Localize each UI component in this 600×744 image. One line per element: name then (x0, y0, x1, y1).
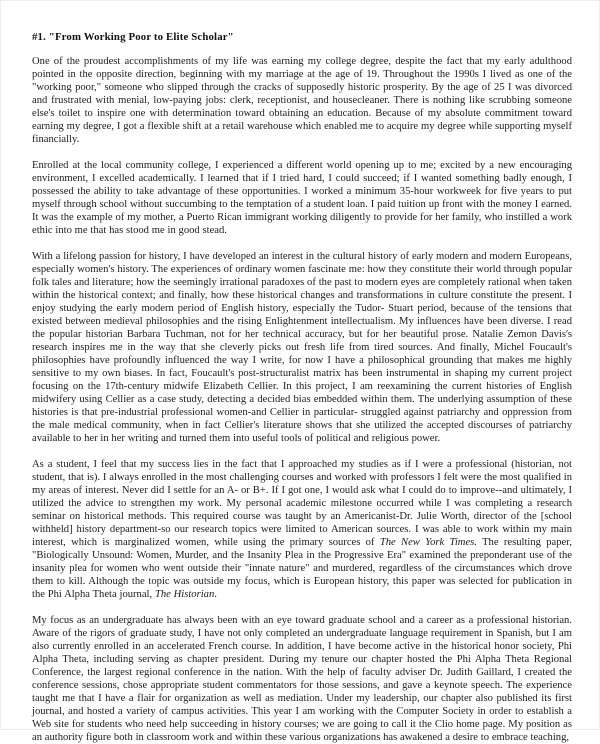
paragraph-text-run: With a lifelong passion for history, I have developed an interest in the cultural history of early modern and modern Europeans, especially women's history. The experiences of ordinary women fascinate me: how they constitute their world through popular folk tales and literature; how the seemingly irrational paradoxes of the past to modern eyes are completely rational when taken within the historical context; and finally, how these historical changes and transformations in culture constitute the present. I enjoy studying the early modern period of English history, especially the Tudor- Stuart period, because of the tensions that existed between medieval philosophies and the rising Enlightenment intellectualism. My influences have been diverse. I read the popular historian Barbara Tuchman, not for her technical accuracy, but for her beautiful prose. Natalie Zemon Davis's research inspires me in the way that she cleverly picks out fresh life from tired sources. And finally, Michel Foucault's philosophies have profoundly influenced the way I write, for now I have a philosophical grounding that makes me highly sensitive to my own biases. In fact, Foucault's post-structuralist matrix has been instrumental in shaping my current project focusing on the 17th-century midwife Elizabeth Cellier. In this project, I am reexamining the current histories of English midwifery using Cellier as a case study, detecting a decided bias embedded within them. The underlying assumption of these histories is that pre-industrial professional women-and Cellier in particular- struggled against patriarchy and oppression from the male medical community, when in fact Cellier's literature shows that she utilized the accepted discourses of patriarchy available to her in her writing and turned them into useful tools of political and religious power. (32, 250, 572, 445)
body-paragraph (32, 458, 572, 602)
paragraph-text-run: One of the proudest accomplishments of my life was earning my college degree, despite the fact that my early adulthood pointed in the opposite direction, beginning with my marriage at the age of 19. Throughout the 1990s I lived as one of the "working poor," someone who slipped through the cracks of supposedly historic prosperity. By the age of 25 I was divorced and frustrated with menial, low-paying jobs: clerk, receptionist, and housecleaner. There is nothing like scrubbing someone else's toilet to inspire one with determination toward obtaining an education. Because of my absolute commitment toward earning my degree, I got a flexible shift at a retail warehouse which enabled me to acquire my degree while supporting myself financially. (32, 56, 572, 146)
page-title: #1. "From Working Poor to Elite Scholar" (32, 31, 234, 43)
paragraph-container (32, 55, 572, 744)
paragraph-text-run: My focus as an undergraduate has always been with an eye toward graduate school and a career as a professional historian. Aware of the rigors of graduate study, I have not only completed an undergraduate language requirement in Spanish, but I am also currently enrolled in an accelerated French course. In addition, I have become active in the historical honor society, Phi Alpha Theta, including serving as chapter president. During my tenure our chapter hosted the Phi Alpha Theta Regional Conference, the largest regional conference in the nation. With the help of faculty adviser Dr. Judith Gaillard, I created the conference sessions, chose appropriate student commentators for those sessions, and gave a keynote speech. The experience taught me that I have a flair for organization as well as mediation. Under my leadership, our chapter also published its first journal, and hosted a variety of campus activities. This year I am working with the Computer Society in order to establish a Web site for students who need help succeeding in history courses; we are going to call it the Clio home page. My position as an authority figure both in classroom work and within these various organizations has awakened a desire to embrace teaching, (32, 614, 572, 744)
paragraph-text-run: The resulting paper, "Biologically Unsound: Women, Murder, and the Insanity Plea in the Progressive Era" examined the preponderant use of the insanity plea for women who went outside their "innate nature" and murdered, regardless of the circumstances which drove them to kill. Although the topic was outside my focus, which is European history, this paper was selected for publication in the Phi Alpha Theta journal, (32, 537, 573, 601)
body-paragraph (32, 250, 572, 446)
italic-title-text: The New York Times. (379, 537, 477, 549)
paragraph-text-run: . (214, 589, 217, 601)
body-paragraph (32, 55, 572, 146)
body-paragraph (32, 159, 572, 237)
paragraph-text-run: As a student, I feel that my success lies in the fact that I approached my studies as if I were a professional (historian, not student, that is). I always enrolled in the most challenging courses and worked with professors I felt were the most qualified in my areas of interest. Never did I settle for an A- or B+. If I got one, I would ask what I could do to improve--and ultimately, I utilized the advice to strengthen my work. My personal academic milestone occurred while I was completing a research seminar on historical methods. This required course was taught by an Americanist-Dr. Julie Worth, director of the [school withheld] history department-so our research topics were limited to American sources. I was able to work within my main interest, which is marginalized women, while using the primary sources of (32, 458, 572, 549)
italic-title-text: The Historian (154, 589, 215, 601)
body-paragraph (32, 614, 572, 744)
document-text-body (32, 31, 572, 744)
paragraph-text-run: Enrolled at the local community college, I experienced a different world opening up to me; excited by a new encouraging environment, I excelled academically. I learned that if I tried hard, I could succeed; if I wanted something badly enough, I possessed the ability to take advantage of these opportunities. I worked a minimum 35-hour workweek for five years to put myself through school without succumbing to the temptation of a student loan. I paid tuition up front with the money I earned. It was the example of my mother, a Puerto Rican immigrant working diligently to provide for her family, who instilled a work ethic into me that has stood me in good stead. (32, 159, 572, 237)
